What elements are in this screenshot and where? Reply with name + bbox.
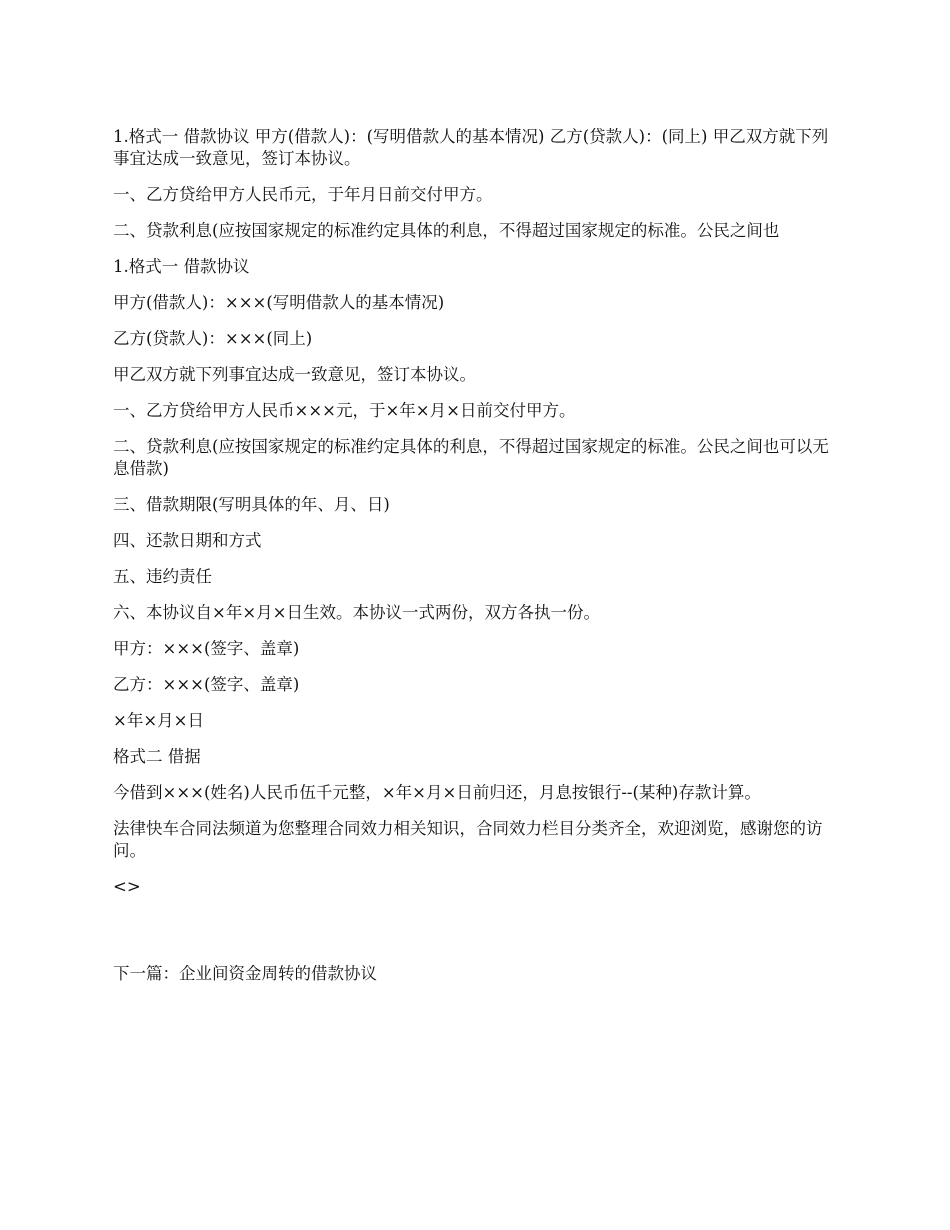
- paragraph-clause-2: 二、贷款利息(应按国家规定的标准约定具体的利息，不得超过国家规定的标准。公民之间也可以无息借款): [113, 437, 829, 478]
- paragraph-clause-6: 六、本协议自×年×月×日生效。本协议一式两份，双方各执一份。: [113, 603, 600, 622]
- paragraph-format-1-heading: 1.格式一 借款协议: [113, 257, 250, 276]
- paragraph-clause-3: 三、借款期限(写明具体的年、月、日): [113, 495, 390, 514]
- paragraph-clause-5: 五、违约责任: [113, 567, 212, 586]
- paragraph-angle-brackets: <>: [113, 877, 141, 896]
- paragraph-party-b: 乙方(贷款人)：×××(同上): [113, 329, 313, 348]
- paragraph-signature-a: 甲方：×××(签字、盖章): [113, 639, 300, 658]
- document-body: [113, 126, 843, 912]
- paragraph-clause-4: 四、还款日期和方式: [113, 531, 262, 550]
- paragraph-iou: 今借到×××(姓名)人民币伍千元整，×年×月×日前归还，月息按银行--(某种)存款计算。: [113, 783, 761, 802]
- paragraph-date: ×年×月×日: [113, 711, 204, 730]
- paragraph-footer-note: 法律快车合同法频道为您整理合同效力相关知识，合同效力栏目分类齐全，欢迎浏览，感谢您的访问。: [113, 819, 823, 860]
- paragraph-clause-1-summary: 一、乙方贷给甲方人民币元，于年月日前交付甲方。: [113, 185, 493, 204]
- paragraph-format-2-heading: 格式二 借据: [113, 747, 201, 766]
- paragraph-party-a: 甲方(借款人)：×××(写明借款人的基本情况): [113, 293, 445, 312]
- paragraph-clause-2-summary: 二、贷款利息(应按国家规定的标准约定具体的利息，不得超过国家规定的标准。公民之间也: [113, 221, 780, 240]
- paragraph-agreement: 甲乙双方就下列事宜达成一致意见，签订本协议。: [113, 365, 476, 384]
- paragraph-signature-b: 乙方：×××(签字、盖章): [113, 675, 300, 694]
- paragraph-clause-1: 一、乙方贷给甲方人民币×××元，于×年×月×日前交付甲方。: [113, 401, 576, 420]
- paragraph-intro: 1.格式一 借款协议 甲方(借款人)：(写明借款人的基本情况) 乙方(贷款人)：(同上) 甲乙双方就下列事宜达成一致意见，签订本协议。: [113, 127, 829, 168]
- next-article-link[interactable]: 下一篇：企业间资金周转的借款协议: [113, 964, 377, 983]
